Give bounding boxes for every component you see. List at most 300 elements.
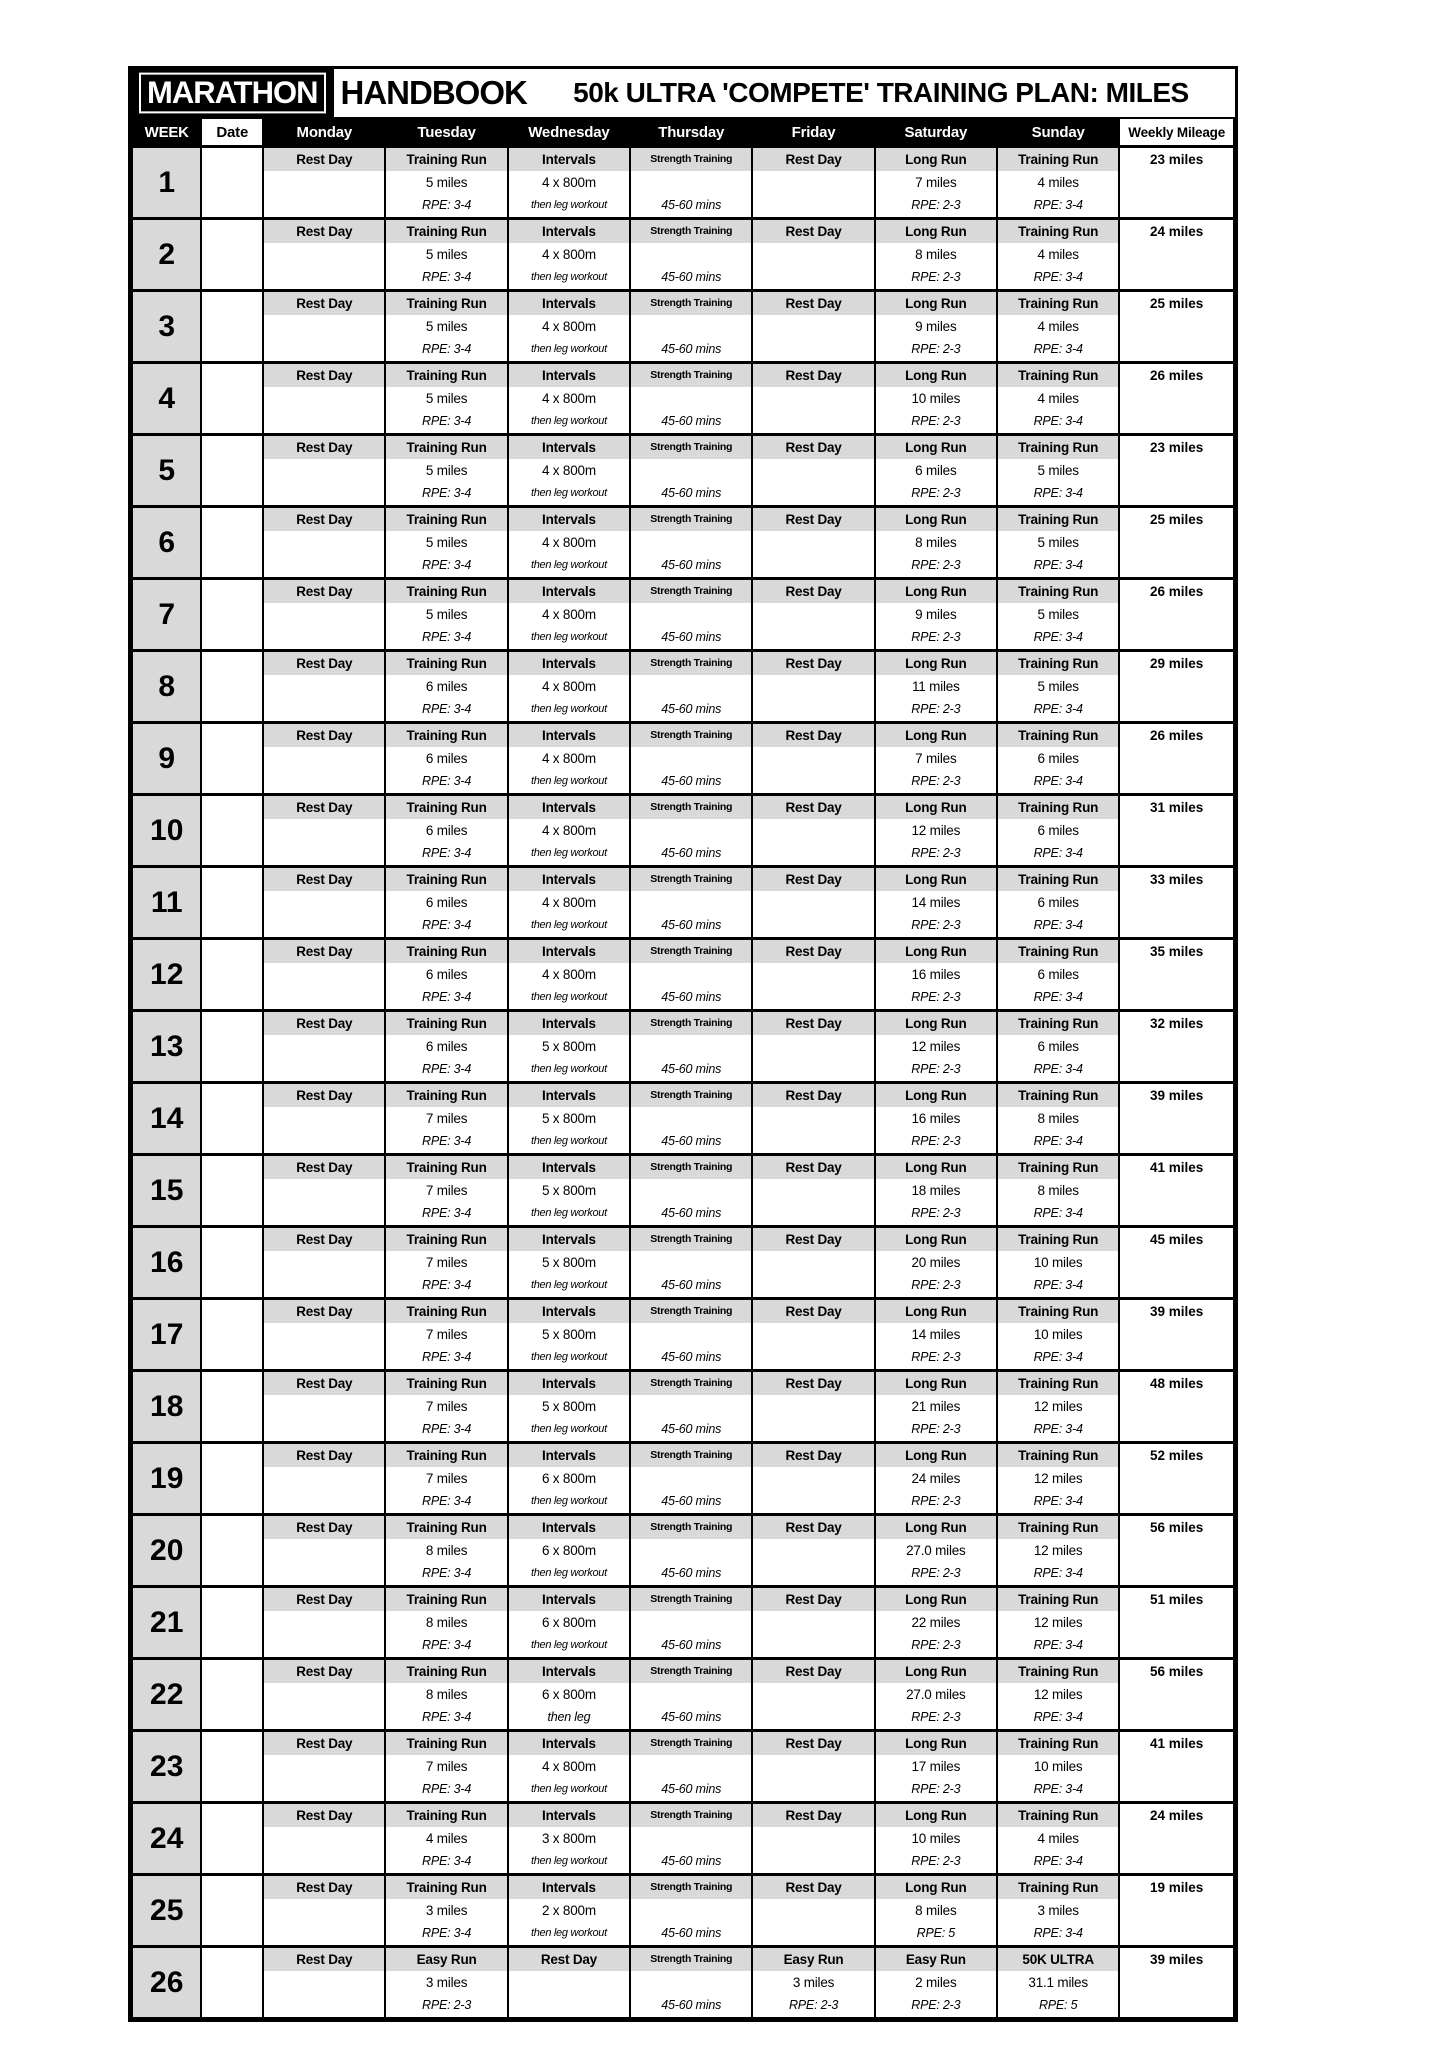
day-cell-monday bbox=[263, 507, 385, 579]
day-cell-thursday bbox=[630, 795, 752, 867]
day-cell-saturday bbox=[875, 147, 997, 219]
day-cell-monday bbox=[263, 363, 385, 435]
workout-type: Intervals bbox=[509, 1588, 629, 1611]
workout-distance: 12 miles bbox=[1033, 1399, 1083, 1414]
workout-intensity: RPE: 3-4 bbox=[1033, 1422, 1083, 1436]
workout-distance: 4 miles bbox=[1037, 391, 1079, 406]
day-cell-friday bbox=[752, 219, 874, 291]
date-cell bbox=[201, 435, 263, 507]
weekly-mileage-value: 24 miles bbox=[1150, 224, 1204, 239]
week-number: 15 bbox=[132, 1155, 201, 1227]
day-cell-thursday bbox=[630, 1875, 752, 1947]
week-row-2 bbox=[132, 219, 1234, 291]
workout-type: Strength Training bbox=[631, 1444, 751, 1467]
day-cell-saturday bbox=[875, 1515, 997, 1587]
workout-type: Training Run bbox=[998, 508, 1118, 531]
day-cell-tuesday bbox=[385, 939, 507, 1011]
workout-distance bbox=[264, 603, 384, 626]
workout-type: Intervals bbox=[509, 1516, 629, 1539]
weekly-mileage-cell bbox=[1119, 1299, 1234, 1371]
workout-distance bbox=[264, 1035, 384, 1058]
workout-type: Training Run bbox=[386, 1660, 506, 1683]
weekly-mileage-value: 39 miles bbox=[1150, 1952, 1204, 1967]
workout-distance bbox=[264, 1899, 384, 1922]
weekly-mileage-value: 23 miles bbox=[1150, 152, 1204, 167]
weekly-mileage-cell bbox=[1119, 507, 1234, 579]
day-cell-thursday bbox=[630, 579, 752, 651]
workout-type: Training Run bbox=[998, 1732, 1118, 1755]
day-cell-monday bbox=[263, 1299, 385, 1371]
workout-distance: 4 miles bbox=[1037, 247, 1079, 262]
header-row bbox=[132, 118, 1234, 147]
workout-distance bbox=[631, 1467, 751, 1490]
workout-intensity: RPE: 3-4 bbox=[422, 918, 472, 932]
workout-distance: 7 miles bbox=[915, 175, 957, 190]
workout-intensity bbox=[264, 410, 384, 433]
day-cell-tuesday bbox=[385, 579, 507, 651]
workout-type: Strength Training bbox=[631, 508, 751, 531]
workout-type: Training Run bbox=[386, 364, 506, 387]
weekly-mileage-value: 52 miles bbox=[1150, 1448, 1204, 1463]
workout-type: Rest Day bbox=[264, 1948, 384, 1971]
workout-intensity: then leg workout bbox=[530, 271, 607, 283]
workout-distance bbox=[753, 387, 873, 410]
week-row-1 bbox=[132, 147, 1234, 219]
day-cell-wednesday bbox=[508, 1803, 630, 1875]
workout-distance bbox=[631, 1323, 751, 1346]
workout-intensity: then leg bbox=[547, 1710, 591, 1724]
workout-type: Training Run bbox=[998, 1084, 1118, 1107]
workout-type: Rest Day bbox=[264, 1804, 384, 1827]
workout-type: Rest Day bbox=[753, 220, 873, 243]
date-cell bbox=[201, 1443, 263, 1515]
workout-intensity: RPE: 3-4 bbox=[422, 1206, 472, 1220]
workout-distance bbox=[753, 747, 873, 770]
day-cell-sunday bbox=[997, 1443, 1119, 1515]
workout-type: Training Run bbox=[386, 1228, 506, 1251]
workout-type: Training Run bbox=[386, 508, 506, 531]
workout-distance bbox=[753, 1251, 873, 1274]
workout-type: Long Run bbox=[876, 1156, 996, 1179]
date-cell bbox=[201, 147, 263, 219]
workout-distance bbox=[753, 891, 873, 914]
workout-distance: 12 miles bbox=[911, 823, 961, 838]
day-cell-wednesday bbox=[508, 291, 630, 363]
workout-distance bbox=[264, 1395, 384, 1418]
workout-type: Strength Training bbox=[631, 1876, 751, 1899]
workout-intensity: then leg workout bbox=[530, 415, 607, 427]
day-cell-saturday bbox=[875, 1659, 997, 1731]
workout-type: Rest Day bbox=[264, 940, 384, 963]
week-number: 26 bbox=[132, 1947, 201, 2019]
workout-type: Training Run bbox=[998, 1300, 1118, 1323]
workout-intensity: RPE: 3-4 bbox=[422, 1854, 472, 1868]
workout-distance: 6 miles bbox=[1037, 823, 1079, 838]
week-number: 25 bbox=[132, 1875, 201, 1947]
workout-distance bbox=[631, 531, 751, 554]
workout-distance bbox=[753, 1899, 873, 1922]
day-cell-thursday bbox=[630, 1299, 752, 1371]
day-cell-wednesday bbox=[508, 1587, 630, 1659]
workout-distance: 2 miles bbox=[915, 1975, 957, 1990]
column-header-tuesday: Tuesday bbox=[385, 118, 507, 147]
workout-type: Rest Day bbox=[264, 1156, 384, 1179]
workout-type: Strength Training bbox=[631, 1228, 751, 1251]
workout-intensity bbox=[753, 914, 873, 937]
workout-distance bbox=[753, 1035, 873, 1058]
workout-distance: 4 miles bbox=[1037, 1831, 1079, 1846]
workout-intensity: RPE: 2-3 bbox=[911, 1998, 961, 2012]
workout-distance: 6 miles bbox=[425, 967, 468, 982]
workout-intensity bbox=[753, 338, 873, 361]
workout-type: Long Run bbox=[876, 508, 996, 531]
day-cell-sunday bbox=[997, 1083, 1119, 1155]
workout-distance bbox=[753, 1683, 873, 1706]
page-title: 50k ULTRA 'COMPETE' TRAINING PLAN: MILES bbox=[573, 77, 1189, 108]
workout-intensity: then leg workout bbox=[530, 199, 607, 211]
workout-intensity: 45-60 mins bbox=[661, 1278, 722, 1292]
day-cell-thursday bbox=[630, 1371, 752, 1443]
day-cell-wednesday bbox=[508, 1155, 630, 1227]
column-header-weekly-mileage: Weekly Mileage bbox=[1119, 118, 1234, 147]
date-cell bbox=[201, 1299, 263, 1371]
workout-type: Rest Day bbox=[264, 868, 384, 891]
date-cell bbox=[201, 507, 263, 579]
workout-intensity: then leg workout bbox=[530, 703, 607, 715]
day-cell-saturday bbox=[875, 1227, 997, 1299]
workout-type: Training Run bbox=[386, 1444, 506, 1467]
week-number: 14 bbox=[132, 1083, 201, 1155]
workout-distance bbox=[264, 531, 384, 554]
workout-intensity: RPE: 3-4 bbox=[1033, 1278, 1083, 1292]
workout-intensity bbox=[264, 1058, 384, 1081]
workout-distance: 7 miles bbox=[915, 751, 957, 766]
workout-intensity: then leg workout bbox=[530, 1063, 607, 1075]
day-cell-thursday bbox=[630, 507, 752, 579]
workout-type: Long Run bbox=[876, 1012, 996, 1035]
day-cell-saturday bbox=[875, 219, 997, 291]
weekly-mileage-cell bbox=[1119, 795, 1234, 867]
workout-intensity bbox=[753, 1634, 873, 1657]
day-cell-tuesday bbox=[385, 795, 507, 867]
workout-type: Strength Training bbox=[631, 796, 751, 819]
workout-type: Rest Day bbox=[753, 508, 873, 531]
workout-type: Intervals bbox=[509, 1876, 629, 1899]
day-cell-thursday bbox=[630, 1443, 752, 1515]
day-cell-wednesday bbox=[508, 651, 630, 723]
day-cell-sunday bbox=[997, 1875, 1119, 1947]
workout-intensity: RPE: 2-3 bbox=[911, 1278, 961, 1292]
workout-distance bbox=[631, 459, 751, 482]
workout-type: Training Run bbox=[998, 796, 1118, 819]
workout-intensity: then leg workout bbox=[530, 1855, 607, 1867]
workout-intensity: RPE: 3-4 bbox=[1033, 414, 1083, 428]
workout-type: Intervals bbox=[509, 1804, 629, 1827]
workout-distance: 7 miles bbox=[425, 1255, 468, 1270]
workout-type: Long Run bbox=[876, 1444, 996, 1467]
workout-intensity: then leg workout bbox=[530, 1351, 607, 1363]
week-number: 16 bbox=[132, 1227, 201, 1299]
week-row-19 bbox=[132, 1443, 1234, 1515]
workout-intensity bbox=[264, 914, 384, 937]
day-cell-friday bbox=[752, 1227, 874, 1299]
day-cell-sunday bbox=[997, 1155, 1119, 1227]
workout-intensity: 45-60 mins bbox=[661, 342, 722, 356]
workout-intensity: RPE: 3-4 bbox=[1033, 1638, 1083, 1652]
workout-type: Long Run bbox=[876, 436, 996, 459]
week-row-22 bbox=[132, 1659, 1234, 1731]
week-row-6 bbox=[132, 507, 1234, 579]
workout-intensity: RPE: 3-4 bbox=[422, 774, 472, 788]
workout-intensity: RPE: 3-4 bbox=[422, 198, 472, 212]
workout-intensity: RPE: 3-4 bbox=[1033, 1926, 1083, 1940]
workout-distance: 8 miles bbox=[425, 1615, 468, 1630]
workout-intensity bbox=[753, 1922, 873, 1945]
workout-distance bbox=[264, 891, 384, 914]
workout-distance bbox=[264, 819, 384, 842]
day-cell-wednesday bbox=[508, 507, 630, 579]
workout-intensity: RPE: 3-4 bbox=[1033, 1854, 1083, 1868]
workout-type: Rest Day bbox=[753, 1588, 873, 1611]
workout-intensity: RPE: 3-4 bbox=[1033, 846, 1083, 860]
workout-type: Training Run bbox=[998, 724, 1118, 747]
workout-type: Rest Day bbox=[264, 1372, 384, 1395]
workout-distance: 16 miles bbox=[911, 1111, 961, 1126]
workout-intensity: RPE: 2-3 bbox=[911, 702, 961, 716]
workout-intensity: then leg workout bbox=[530, 487, 607, 499]
workout-type: Intervals bbox=[509, 1372, 629, 1395]
weekly-mileage-value: 45 miles bbox=[1150, 1232, 1204, 1247]
workout-type: Strength Training bbox=[631, 1156, 751, 1179]
day-cell-friday bbox=[752, 1947, 874, 2019]
day-cell-friday bbox=[752, 723, 874, 795]
workout-distance: 5 miles bbox=[425, 535, 468, 550]
workout-intensity: then leg workout bbox=[530, 1927, 607, 1939]
date-cell bbox=[201, 939, 263, 1011]
date-cell bbox=[201, 1155, 263, 1227]
day-cell-tuesday bbox=[385, 147, 507, 219]
day-cell-tuesday bbox=[385, 1371, 507, 1443]
weekly-mileage-cell bbox=[1119, 1227, 1234, 1299]
workout-distance: 4 x 800m bbox=[541, 751, 596, 766]
workout-intensity bbox=[264, 1850, 384, 1873]
workout-type: Strength Training bbox=[631, 1660, 751, 1683]
workout-distance bbox=[631, 315, 751, 338]
week-row-12 bbox=[132, 939, 1234, 1011]
day-cell-tuesday bbox=[385, 507, 507, 579]
workout-type: Training Run bbox=[386, 148, 506, 171]
workout-type: Strength Training bbox=[631, 652, 751, 675]
day-cell-saturday bbox=[875, 1299, 997, 1371]
workout-type: Rest Day bbox=[264, 508, 384, 531]
workout-intensity bbox=[264, 1994, 384, 2017]
week-row-21 bbox=[132, 1587, 1234, 1659]
workout-type: Training Run bbox=[386, 580, 506, 603]
workout-intensity bbox=[264, 1706, 384, 1729]
day-cell-wednesday bbox=[508, 1011, 630, 1083]
workout-intensity: RPE: 3-4 bbox=[1033, 1782, 1083, 1796]
workout-type: Long Run bbox=[876, 1660, 996, 1683]
weekly-mileage-value: 48 miles bbox=[1150, 1376, 1204, 1391]
day-cell-thursday bbox=[630, 363, 752, 435]
workout-intensity: RPE: 3-4 bbox=[1033, 990, 1083, 1004]
workout-distance: 5 x 800m bbox=[541, 1039, 596, 1054]
workout-type: Strength Training bbox=[631, 1804, 751, 1827]
workout-intensity bbox=[264, 1346, 384, 1369]
workout-intensity: RPE: 3-4 bbox=[422, 414, 472, 428]
workout-intensity bbox=[264, 1418, 384, 1441]
workout-intensity: 45-60 mins bbox=[661, 1134, 722, 1148]
day-cell-thursday bbox=[630, 291, 752, 363]
workout-intensity: then leg workout bbox=[530, 559, 607, 571]
workout-distance: 6 miles bbox=[1037, 895, 1079, 910]
weekly-mileage-cell bbox=[1119, 1083, 1234, 1155]
workout-distance: 7 miles bbox=[425, 1327, 468, 1342]
workout-intensity: RPE: 3-4 bbox=[422, 1638, 472, 1652]
workout-distance bbox=[631, 603, 751, 626]
workout-distance: 27.0 miles bbox=[906, 1687, 966, 1702]
day-cell-saturday bbox=[875, 651, 997, 723]
workout-type: Strength Training bbox=[631, 1012, 751, 1035]
day-cell-tuesday bbox=[385, 1803, 507, 1875]
workout-distance: 8 miles bbox=[425, 1687, 468, 1702]
workout-type: Rest Day bbox=[753, 1372, 873, 1395]
day-cell-thursday bbox=[630, 1083, 752, 1155]
workout-type: Rest Day bbox=[753, 148, 873, 171]
workout-distance: 5 miles bbox=[425, 391, 468, 406]
column-header-saturday: Saturday bbox=[875, 118, 997, 147]
weekly-mileage-value: 51 miles bbox=[1150, 1592, 1204, 1607]
workout-distance bbox=[631, 1971, 751, 1994]
workout-type: Strength Training bbox=[631, 1372, 751, 1395]
workout-distance: 27.0 miles bbox=[906, 1543, 966, 1558]
weekly-mileage-cell bbox=[1119, 147, 1234, 219]
day-cell-monday bbox=[263, 1371, 385, 1443]
workout-distance: 7 miles bbox=[425, 1183, 468, 1198]
workout-intensity: RPE: 3-4 bbox=[1033, 558, 1083, 572]
week-row-16 bbox=[132, 1227, 1234, 1299]
workout-distance: 6 miles bbox=[1037, 751, 1079, 766]
weekly-mileage-value: 35 miles bbox=[1150, 944, 1204, 959]
workout-type: Long Run bbox=[876, 652, 996, 675]
workout-intensity: RPE: 3-4 bbox=[422, 702, 472, 716]
day-cell-monday bbox=[263, 1731, 385, 1803]
workout-intensity bbox=[753, 1274, 873, 1297]
date-cell bbox=[201, 1659, 263, 1731]
workout-type: Strength Training bbox=[631, 1084, 751, 1107]
day-cell-tuesday bbox=[385, 723, 507, 795]
day-cell-monday bbox=[263, 219, 385, 291]
workout-intensity: RPE: 3-4 bbox=[1033, 1206, 1083, 1220]
workout-type: Intervals bbox=[509, 1156, 629, 1179]
workout-distance bbox=[631, 1899, 751, 1922]
workout-type: Training Run bbox=[386, 1588, 506, 1611]
week-number: 8 bbox=[132, 651, 201, 723]
weekly-mileage-cell bbox=[1119, 723, 1234, 795]
workout-intensity: RPE: 2-3 bbox=[911, 990, 961, 1004]
workout-intensity: RPE: 3-4 bbox=[422, 1134, 472, 1148]
workout-type: Intervals bbox=[509, 220, 629, 243]
day-cell-friday bbox=[752, 1299, 874, 1371]
workout-type: Rest Day bbox=[264, 724, 384, 747]
workout-distance: 4 x 800m bbox=[541, 607, 596, 622]
workout-intensity bbox=[509, 1994, 629, 2017]
workout-distance bbox=[264, 1179, 384, 1202]
workout-type: Long Run bbox=[876, 724, 996, 747]
workout-distance: 8 miles bbox=[1037, 1183, 1079, 1198]
week-number: 2 bbox=[132, 219, 201, 291]
day-cell-monday bbox=[263, 435, 385, 507]
workout-type: Rest Day bbox=[753, 292, 873, 315]
workout-type: Intervals bbox=[509, 940, 629, 963]
workout-intensity: RPE: 3-4 bbox=[1033, 1062, 1083, 1076]
workout-distance: 4 x 800m bbox=[541, 1759, 596, 1774]
week-row-8 bbox=[132, 651, 1234, 723]
workout-intensity: 45-60 mins bbox=[661, 702, 722, 716]
weekly-mileage-value: 33 miles bbox=[1150, 872, 1204, 887]
day-cell-monday bbox=[263, 795, 385, 867]
workout-type: Strength Training bbox=[631, 292, 751, 315]
workout-type: Long Run bbox=[876, 292, 996, 315]
workout-type: Training Run bbox=[386, 1372, 506, 1395]
day-cell-monday bbox=[263, 1227, 385, 1299]
day-cell-tuesday bbox=[385, 1227, 507, 1299]
weekly-mileage-value: 39 miles bbox=[1150, 1304, 1204, 1319]
workout-intensity: RPE: 3-4 bbox=[422, 1278, 472, 1292]
workout-distance: 21 miles bbox=[911, 1399, 961, 1414]
day-cell-saturday bbox=[875, 579, 997, 651]
workout-intensity bbox=[753, 266, 873, 289]
workout-intensity bbox=[264, 1634, 384, 1657]
date-cell bbox=[201, 363, 263, 435]
weekly-mileage-cell bbox=[1119, 1803, 1234, 1875]
workout-distance: 6 miles bbox=[1037, 1039, 1079, 1054]
workout-type: Training Run bbox=[998, 1012, 1118, 1035]
week-number: 10 bbox=[132, 795, 201, 867]
workout-distance: 5 miles bbox=[1037, 679, 1079, 694]
workout-intensity bbox=[264, 554, 384, 577]
workout-intensity: RPE: 2-3 bbox=[911, 846, 961, 860]
workout-type: Long Run bbox=[876, 940, 996, 963]
day-cell-friday bbox=[752, 1011, 874, 1083]
workout-distance: 12 miles bbox=[1033, 1687, 1083, 1702]
workout-distance bbox=[631, 1755, 751, 1778]
workout-type: Rest Day bbox=[264, 1300, 384, 1323]
day-cell-friday bbox=[752, 579, 874, 651]
workout-type: Training Run bbox=[998, 1156, 1118, 1179]
weekly-mileage-cell bbox=[1119, 1587, 1234, 1659]
workout-intensity: RPE: 2-3 bbox=[911, 1062, 961, 1076]
workout-type: Training Run bbox=[386, 940, 506, 963]
workout-type: Long Run bbox=[876, 1372, 996, 1395]
workout-distance bbox=[631, 243, 751, 266]
day-cell-thursday bbox=[630, 1227, 752, 1299]
date-cell bbox=[201, 579, 263, 651]
workout-distance: 5 miles bbox=[425, 247, 468, 262]
workout-type: Easy Run bbox=[753, 1948, 873, 1971]
workout-distance bbox=[753, 1539, 873, 1562]
day-cell-monday bbox=[263, 1587, 385, 1659]
week-row-15 bbox=[132, 1155, 1234, 1227]
workout-distance: 31.1 miles bbox=[1028, 1975, 1088, 1990]
workout-distance bbox=[753, 675, 873, 698]
week-row-18 bbox=[132, 1371, 1234, 1443]
day-cell-wednesday bbox=[508, 1083, 630, 1155]
workout-intensity: RPE: 3-4 bbox=[1033, 918, 1083, 932]
workout-intensity: RPE: 2-3 bbox=[911, 1782, 961, 1796]
day-cell-sunday bbox=[997, 867, 1119, 939]
workout-intensity: RPE: 3-4 bbox=[1033, 1134, 1083, 1148]
